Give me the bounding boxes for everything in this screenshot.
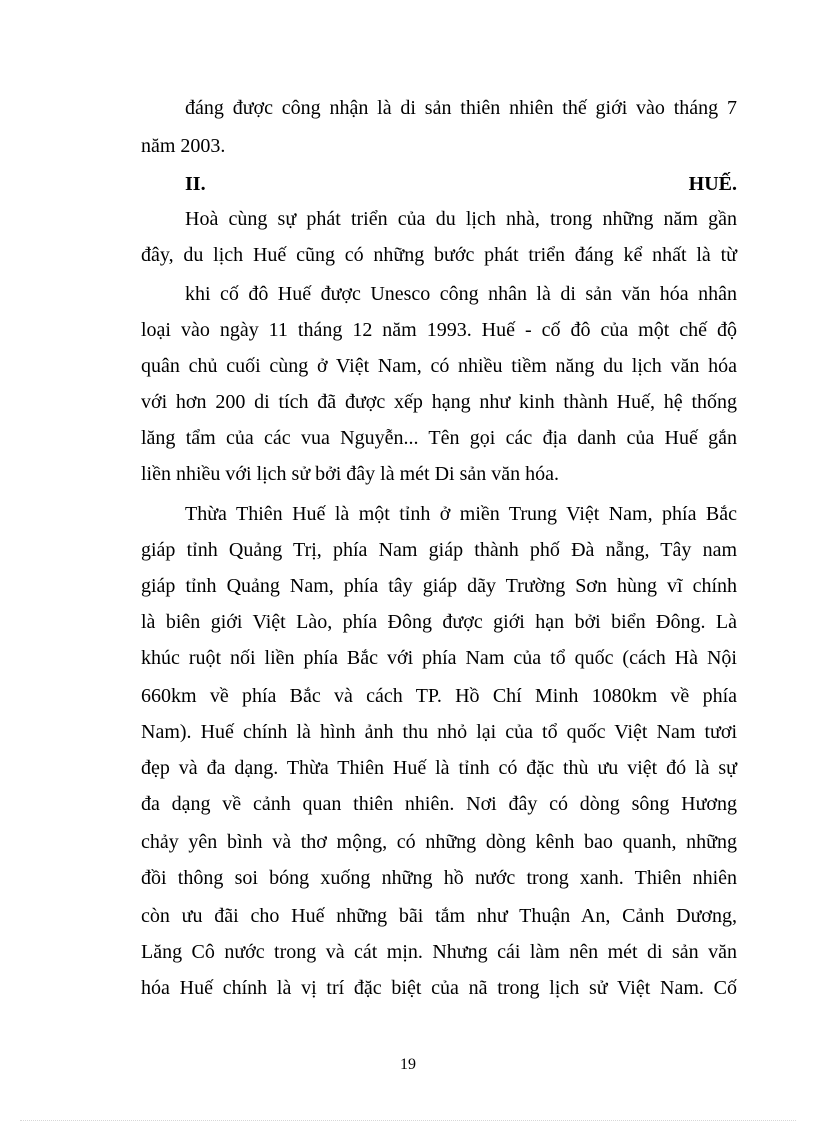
text-line: chảy yên bình và thơ mộng, có những dòng kênh bao quanh, những bbox=[141, 831, 737, 853]
text-line: Nam). Huế chính là hình ảnh thu nhỏ lại của tổ quốc Việt Nam tươi bbox=[141, 721, 737, 743]
text-line: đẹp và đa dạng. Thừa Thiên Huế là tỉnh có đặc thù ưu việt đó là sự bbox=[141, 757, 737, 779]
text-line: đáng được công nhận là di sản thiên nhiên thế giới vào tháng 7 bbox=[185, 97, 737, 119]
text-line: Hoà cùng sự phát triển của du lịch nhà, trong những năm gần bbox=[185, 208, 737, 230]
text-line: quân chủ cuối cùng ở Việt Nam, có nhiều tiềm năng du lịch văn hóa bbox=[141, 355, 737, 377]
text-line: là biên giới Việt Lào, phía Đông được giới hạn bởi biển Đông. Là bbox=[141, 611, 737, 633]
text-line: đa dạng về cảnh quan thiên nhiên. Nơi đây có dòng sông Hương bbox=[141, 793, 737, 815]
section-title: HUẾ. bbox=[688, 173, 737, 195]
page-bottom-divider bbox=[20, 1120, 796, 1121]
text-line: khi cố đô Huế được Unesco công nhân là di sản văn hóa nhân bbox=[185, 283, 737, 305]
text-line: khúc ruột nối liền phía Bắc với phía Nam của tổ quốc (cách Hà Nội bbox=[141, 647, 737, 669]
text-line: loại vào ngày 11 tháng 12 năm 1993. Huế - cố đô của một chế độ bbox=[141, 319, 737, 341]
section-number: II. bbox=[185, 173, 206, 195]
text-line: đây, du lịch Huế cũng có những bước phát triển đáng kể nhất là từ bbox=[141, 244, 737, 266]
text-line: hóa Huế chính là vị trí đặc biệt của nã trong lịch sử Việt Nam. Cố bbox=[141, 977, 737, 999]
text-line: 660km về phía Bắc và cách TP. Hồ Chí Minh 1080km về phía bbox=[141, 685, 737, 707]
text-line: với hơn 200 di tích đã được xếp hạng như kinh thành Huế, hệ thống bbox=[141, 391, 737, 413]
section-heading bbox=[185, 171, 737, 198]
text-line: còn ưu đãi cho Huế những bãi tắm như Thuận An, Cảnh Dương, bbox=[141, 905, 737, 927]
text-line: giáp tỉnh Quảng Trị, phía Nam giáp thành phố Đà nẵng, Tây nam bbox=[141, 539, 737, 561]
text-line: năm 2003. bbox=[141, 135, 226, 157]
text-line: liền nhiều với lịch sử bởi đây là mét Di sản văn hóa. bbox=[141, 463, 560, 485]
text-line: Lăng Cô nước trong và cát mịn. Nhưng cái làm nên mét di sản văn bbox=[141, 941, 737, 963]
text-line: Thừa Thiên Huế là một tỉnh ở miền Trung Việt Nam, phía Bắc bbox=[185, 503, 737, 525]
text-line: giáp tỉnh Quảng Nam, phía tây giáp dãy Trường Sơn hùng vĩ chính bbox=[141, 575, 737, 597]
text-line: đồi thông soi bóng xuống những hồ nước trong xanh. Thiên nhiên bbox=[141, 867, 737, 889]
text-line: lăng tẩm của các vua Nguyễn... Tên gọi các địa danh của Huế gắn bbox=[141, 427, 737, 449]
page-number: 19 bbox=[400, 1056, 416, 1073]
